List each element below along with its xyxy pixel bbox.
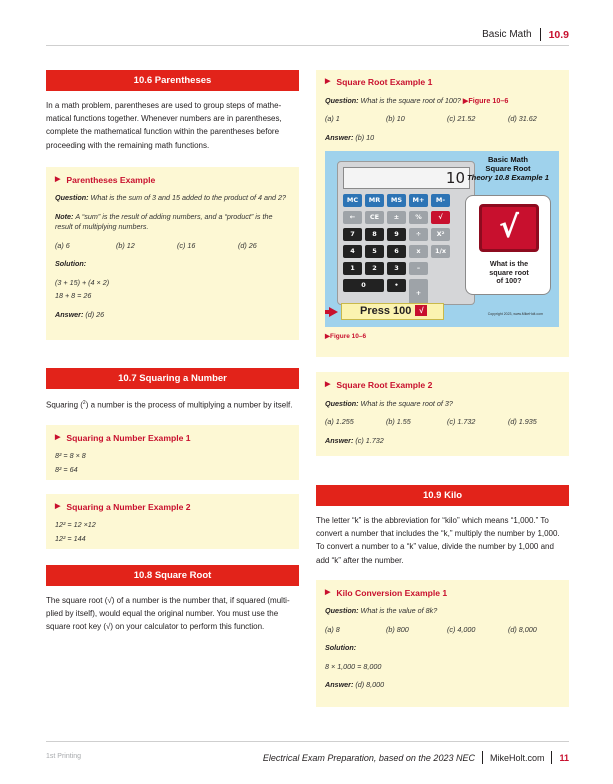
example-title <box>325 77 561 88</box>
choice-d: (d) 31.62 <box>508 114 537 123</box>
calculator-figure <box>325 151 559 327</box>
para-line: complete the mathematical function within the parentheses before <box>46 127 280 137</box>
math-line: 8² = 64 <box>55 464 78 474</box>
question-line <box>325 96 561 107</box>
key-3: 3 <box>387 262 406 275</box>
question-label: Question: <box>325 606 359 616</box>
note-label: Note: <box>55 211 74 221</box>
calculator-display: 10 <box>343 167 470 189</box>
para-text: ) a number is the process of multiplying a number by itself. <box>85 400 293 410</box>
key-2: 2 <box>365 262 384 275</box>
answer-line <box>325 680 561 691</box>
triangle-bullet-icon: ▶ <box>325 78 331 85</box>
para-line: In a math problem, parentheses are used to group steps of mathe- <box>46 101 282 110</box>
footer-book-title: Electrical Exam Preparation, based on the 2023 NEC <box>262 752 475 763</box>
question-text: What is the sum of 3 and 15 added to the product of 4 and 2? <box>90 193 286 203</box>
answer-line <box>325 436 561 447</box>
note-line <box>55 212 291 223</box>
para-line: square root key (√) on your calculator to perform this function. <box>46 622 265 632</box>
squaring-paragraph <box>46 397 299 412</box>
question-label: Question: <box>325 95 359 105</box>
figure-title-line: Basic Math <box>487 155 529 164</box>
figure-title-line: Square Root <box>485 164 531 173</box>
choice-c: (c) 1.732 <box>447 417 476 426</box>
key-ms: MS <box>387 194 406 207</box>
question-line <box>325 399 561 410</box>
header-section-number: 10.9 <box>548 28 569 41</box>
answer-label: Answer: <box>55 309 84 319</box>
example-title <box>325 588 561 599</box>
choice-c: (c) 21.52 <box>447 114 476 123</box>
question-label: Question: <box>325 398 359 408</box>
note-text-cont: result of multiplying numbers. <box>55 222 149 232</box>
para-text: Squaring ( <box>46 400 83 410</box>
squaring-example-2-box <box>46 494 299 549</box>
key-row-memory <box>343 194 453 207</box>
running-header <box>482 28 569 41</box>
triangle-bullet-icon: ▶ <box>325 381 331 388</box>
key-1: 1 <box>343 262 362 275</box>
key-reciprocal: 1/x <box>431 245 450 258</box>
para-line: The letter “k” is the abbreviation for “kilo” which means “1,000.” To <box>316 516 549 525</box>
footer-printing: 1st Printing <box>46 753 82 760</box>
key-6: 6 <box>387 245 406 258</box>
solution-label: Solution: <box>55 259 87 269</box>
example-title <box>55 175 291 186</box>
footer-page-number: 11 <box>559 752 569 763</box>
solution-line: (3 + 15) + (4 × 2) <box>55 277 110 287</box>
key-row-3 <box>343 228 453 241</box>
parentheses-example-box <box>46 167 299 340</box>
example-title-text: Squaring a Number Example 1 <box>66 432 191 443</box>
question-label: Question: <box>55 193 89 203</box>
para-line: convert a number that includes the “k,” multiply the number by 1,000. <box>316 529 560 539</box>
key-backspace: ← <box>343 211 362 224</box>
footer-rule <box>46 741 569 742</box>
answer-label: Answer: <box>325 680 354 690</box>
choice-c: (c) 16 <box>177 240 196 250</box>
header-rule <box>46 45 569 46</box>
figure-title-line: Theory 10.8 Example 1 <box>467 173 549 182</box>
answer-label: Answer: <box>325 435 354 445</box>
example-title-text: Squaring a Number Example 2 <box>66 501 191 512</box>
key-ce: CE <box>365 211 384 224</box>
para-line: proceeding with the remaining math functions. <box>46 140 210 150</box>
choice-d: (d) 8,000 <box>508 624 537 634</box>
answer-label: Answer: <box>325 132 354 142</box>
key-row-5 <box>343 262 431 275</box>
triangle-bullet-icon: ▶ <box>55 175 61 183</box>
parentheses-paragraph <box>46 99 299 152</box>
answer-text: (d) 26 <box>85 309 105 319</box>
math-line: 12² = 12 ×12 <box>55 520 96 530</box>
choice-c: (c) 4,000 <box>447 624 476 634</box>
triangle-bullet-icon: ▶ <box>325 588 331 596</box>
squaring-example-1-box <box>46 425 299 480</box>
para-line: plied by itself), would equal the original number. You must use the <box>46 608 279 618</box>
solution-label: Solution: <box>325 643 357 653</box>
key-7: 7 <box>343 228 362 241</box>
section-heading-10-7: 10.7 Squaring a Number <box>46 368 299 389</box>
answer-choices <box>325 625 561 636</box>
para-line: matical functions together. Whenever numbers are in parentheses, <box>46 114 282 124</box>
key-divide: ÷ <box>409 228 428 241</box>
figure-title <box>463 155 553 182</box>
section-heading-10-9: 10.9 Kilo <box>316 485 569 506</box>
example-title <box>55 433 291 444</box>
footer-divider <box>551 751 552 764</box>
choice-b: (b) 800 <box>386 624 409 634</box>
key-row-6 <box>343 279 409 292</box>
question-line <box>325 606 561 617</box>
press-instruction <box>341 303 444 320</box>
section-heading-10-6: 10.6 Parentheses <box>46 70 299 91</box>
footer-site[interactable]: MikeHolt.com <box>489 752 545 763</box>
header-divider <box>540 28 541 41</box>
math-line: 8² = 8 × 8 <box>55 451 86 461</box>
example-title-text: Square Root Example 2 <box>336 380 433 390</box>
key-mc: MC <box>343 194 362 207</box>
choice-b: (b) 10 <box>386 114 405 123</box>
left-column <box>46 70 299 633</box>
key-row-2 <box>343 211 453 224</box>
key-4: 4 <box>343 245 362 258</box>
arrow-right-icon <box>329 307 338 317</box>
right-column <box>316 70 569 707</box>
example-title <box>325 380 561 391</box>
square-root-key-icon: √ <box>479 204 539 252</box>
kilo-paragraph <box>316 514 569 567</box>
answer-choices <box>325 417 561 428</box>
key-multiply: x <box>409 245 428 258</box>
key-minus: – <box>409 262 428 275</box>
choice-b: (b) 1.55 <box>386 417 411 426</box>
answer-line <box>55 310 291 321</box>
answer-text: (d) 8,000 <box>355 680 385 690</box>
question-text: What is the value of 8k? <box>360 606 438 616</box>
press-label: Press 100 <box>360 305 412 317</box>
para-line: The square root (√) of a number is the number that, if squared (multi- <box>46 595 290 605</box>
running-footer <box>263 751 569 764</box>
note-text: A “sum” is the result of adding numbers, and a “product” is the <box>75 211 273 221</box>
footer-divider <box>482 751 483 764</box>
header-chapter: Basic Math <box>482 29 532 40</box>
para-line: To convert a number to a “k” value, divide the number by 1,000 and <box>316 542 554 552</box>
choice-a: (a) 1.255 <box>325 417 354 426</box>
question-line <box>55 193 291 204</box>
choice-a: (a) 8 <box>325 624 340 634</box>
question-text: What is the square root of 3? <box>360 398 453 408</box>
key-plus: + <box>409 279 428 308</box>
key-5: 5 <box>365 245 384 258</box>
choice-b: (b) 12 <box>116 240 135 250</box>
example-title-text: Kilo Conversion Example 1 <box>336 587 448 598</box>
key-square-root: √ <box>431 211 450 224</box>
callout-line: What is the <box>489 259 529 268</box>
square-root-example-2-box <box>316 372 569 456</box>
key-decimal: • <box>387 279 406 292</box>
choice-a: (a) 1 <box>325 114 340 123</box>
choice-d: (d) 1.935 <box>508 417 537 426</box>
figure-caption: ▶Figure 10–6 <box>325 333 367 340</box>
key-plus-minus: ± <box>387 211 406 224</box>
kilo-example-box <box>316 580 569 707</box>
answer-choices <box>325 114 561 125</box>
choice-d: (d) 26 <box>238 240 257 250</box>
callout-line: square root <box>489 267 529 277</box>
superscript-2: 2 <box>82 399 86 406</box>
answer-text: (b) 10 <box>355 132 375 142</box>
key-m-plus: M+ <box>409 194 428 207</box>
key-mr: MR <box>365 194 384 207</box>
key-8: 8 <box>365 228 384 241</box>
example-title <box>55 502 291 513</box>
key-square: X² <box>431 228 450 241</box>
key-m-minus: M- <box>431 194 450 207</box>
question-text: What is the square root of 100? <box>360 95 461 105</box>
calculator <box>337 161 475 305</box>
solution-line: 18 + 8 = 26 <box>55 291 92 301</box>
triangle-bullet-icon: ▶ <box>55 502 61 510</box>
example-title-text: Square Root Example 1 <box>336 77 433 87</box>
key-0: 0 <box>343 279 384 292</box>
answer-text: (c) 1.732 <box>355 435 384 445</box>
press-key-icon: √ <box>415 305 427 316</box>
square-root-paragraph <box>46 594 299 634</box>
key-percent: % <box>409 211 428 224</box>
solution-line: 8 × 1,000 = 8,000 <box>325 661 382 671</box>
figure-copyright: Copyright 2023, www.MikeHolt.com <box>487 312 543 316</box>
square-root-example-1-box <box>316 70 569 357</box>
answer-line <box>325 133 561 144</box>
choice-a: (a) 6 <box>55 240 70 250</box>
para-line: add “k” after the number. <box>316 555 404 565</box>
example-title-text: Parentheses Example <box>66 174 156 185</box>
math-line: 12² = 144 <box>55 533 86 543</box>
answer-choices <box>55 241 291 252</box>
section-heading-10-8: 10.8 Square Root <box>46 565 299 586</box>
callout-line: of 100? <box>496 276 522 286</box>
callout-bubble <box>465 195 551 295</box>
key-row-4 <box>343 245 453 258</box>
triangle-bullet-icon: ▶ <box>55 433 61 441</box>
key-9: 9 <box>387 228 406 241</box>
figure-reference-link[interactable]: ▶Figure 10–6 <box>462 95 509 105</box>
callout-text <box>470 260 548 286</box>
